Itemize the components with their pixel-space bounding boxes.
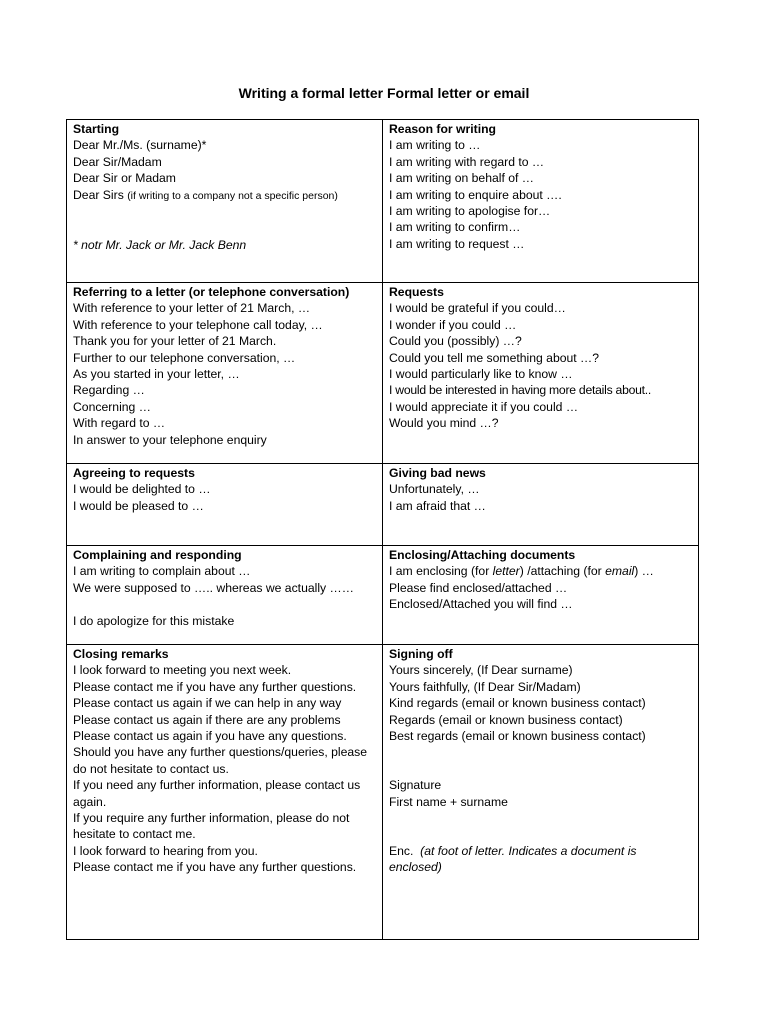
list-item: I would be grateful if you could… — [389, 301, 566, 316]
list-item: I am afraid that … — [389, 498, 486, 513]
list-item: I do apologize for this mistake — [73, 613, 235, 628]
list-item: I am writing to enquire about …. — [389, 187, 562, 202]
list-item: Regarding … — [73, 383, 145, 398]
cell-starting — [67, 120, 383, 283]
list-item-text: Dear Sirs — [73, 187, 128, 202]
list-item: Please contact us again if we can help in any way — [73, 696, 342, 711]
list-item: Dear Mr./Ms. (surname)* — [73, 138, 207, 153]
list-item: With regard to … — [73, 416, 166, 431]
list-item: Regards (email or known business contact) — [389, 712, 623, 727]
list-item: I would be interested in having more details about.. — [389, 383, 652, 398]
list-item: We were supposed to ….. whereas we actually …… — [73, 580, 354, 595]
list-item: I look forward to meeting you next week. — [73, 663, 292, 678]
text-part: email — [605, 564, 635, 579]
list-item: Please contact me if you have any further questions. — [73, 860, 357, 875]
list-item — [389, 563, 692, 579]
list-item: Please contact us again if you have any questions. — [73, 729, 347, 744]
list-item: Further to our telephone conversation, … — [73, 350, 296, 365]
cell-heading: Starting — [73, 122, 120, 136]
list-item: Kind regards (email or known business contact) — [389, 696, 646, 711]
cell-heading: Enclosing/Attaching documents — [389, 548, 576, 562]
list-item: I would particularly like to know … — [389, 367, 573, 382]
cell-closing — [67, 645, 383, 940]
list-item: Could you tell me something about …? — [389, 350, 600, 365]
list-item-note: (if writing to a company not a specific person) — [127, 189, 338, 202]
list-item: Yours sincerely, (If Dear surname) — [389, 663, 573, 678]
list-item: In answer to your telephone enquiry — [73, 432, 267, 447]
list-item: Dear Sir/Madam — [73, 154, 162, 169]
cell-heading: Closing remarks — [73, 647, 169, 661]
list-item — [389, 843, 692, 876]
list-item: I am writing to apologise for… — [389, 204, 551, 219]
table-row — [67, 546, 699, 645]
cell-requests — [383, 283, 699, 464]
cell-complaining — [67, 546, 383, 645]
list-item: Would you mind …? — [389, 416, 499, 431]
table-row — [67, 120, 699, 283]
list-item: Please contact us again if there are any problems — [73, 712, 341, 727]
list-item: I would appreciate it if you could … — [389, 399, 579, 414]
list-item: I wonder if you could … — [389, 317, 517, 332]
cell-agreeing — [67, 464, 383, 546]
list-item: Signature — [389, 778, 442, 793]
list-item: If you require any further information, please do not hesitate to contact me. — [73, 811, 350, 842]
list-item: Concerning … — [73, 399, 151, 414]
list-item: I would be delighted to … — [73, 482, 211, 497]
enc-note: (at foot of letter. Indicates a document is enclosed) — [389, 843, 637, 875]
cell-heading: Agreeing to requests — [73, 466, 195, 480]
text-part: ) … — [634, 564, 654, 579]
list-item: Could you (possibly) …? — [389, 334, 522, 349]
list-item: I am writing to request … — [389, 236, 525, 251]
list-item: I am writing to … — [389, 138, 481, 153]
list-item: With reference to your telephone call today, … — [73, 317, 323, 332]
list-item: I am writing on behalf of … — [389, 171, 534, 186]
list-item: First name + surname — [389, 794, 508, 809]
list-item: With reference to your letter of 21 March, … — [73, 301, 311, 316]
cell-reason — [383, 120, 699, 283]
list-item: Thank you for your letter of 21 March. — [73, 334, 277, 349]
phrase-table — [66, 119, 699, 940]
enc-label: Enc. — [389, 843, 421, 858]
list-item: I am writing to confirm… — [389, 220, 521, 235]
table-row — [67, 464, 699, 546]
cell-enclosing — [383, 546, 699, 645]
cell-heading: Referring to a letter (or telephone conversation) — [73, 285, 350, 299]
footnote: * notr Mr. Jack or Mr. Jack Benn — [73, 237, 247, 252]
cell-heading: Complaining and responding — [73, 548, 242, 562]
text-part: ) /attaching (for — [519, 564, 606, 579]
cell-heading: Reason for writing — [389, 122, 496, 136]
text-part: I am enclosing (for — [389, 564, 493, 579]
list-item: I would be pleased to … — [73, 498, 204, 513]
list-item: I look forward to hearing from you. — [73, 843, 258, 858]
list-item: Please find enclosed/attached … — [389, 580, 568, 595]
list-item: I am writing with regard to … — [389, 154, 545, 169]
list-item: Dear Sir or Madam — [73, 171, 176, 186]
cell-referring — [67, 283, 383, 464]
cell-signing-off — [383, 645, 699, 940]
list-item: Enclosed/Attached you will find … — [389, 597, 573, 612]
list-item: If you need any further information, please contact us again. — [73, 778, 361, 809]
cell-heading: Giving bad news — [389, 466, 486, 480]
list-item: Please contact me if you have any further questions. — [73, 679, 357, 694]
cell-bad-news — [383, 464, 699, 546]
table-row — [67, 645, 699, 940]
list-item: As you started in your letter, … — [73, 367, 240, 382]
list-item: Yours faithfully, (If Dear Sir/Madam) — [389, 679, 581, 694]
text-part: letter — [492, 564, 520, 579]
cell-heading: Requests — [389, 285, 444, 299]
table-row — [67, 283, 699, 464]
list-item: Should you have any further questions/queries, please do not hesitate to contact us. — [73, 745, 368, 776]
cell-heading: Signing off — [389, 647, 453, 661]
page-title: Writing a formal letter Formal letter or email — [238, 85, 530, 101]
list-item: I am writing to complain about … — [73, 564, 251, 579]
list-item: Best regards (email or known business contact) — [389, 729, 646, 744]
list-item — [73, 187, 376, 204]
list-item: Unfortunately, … — [389, 482, 480, 497]
